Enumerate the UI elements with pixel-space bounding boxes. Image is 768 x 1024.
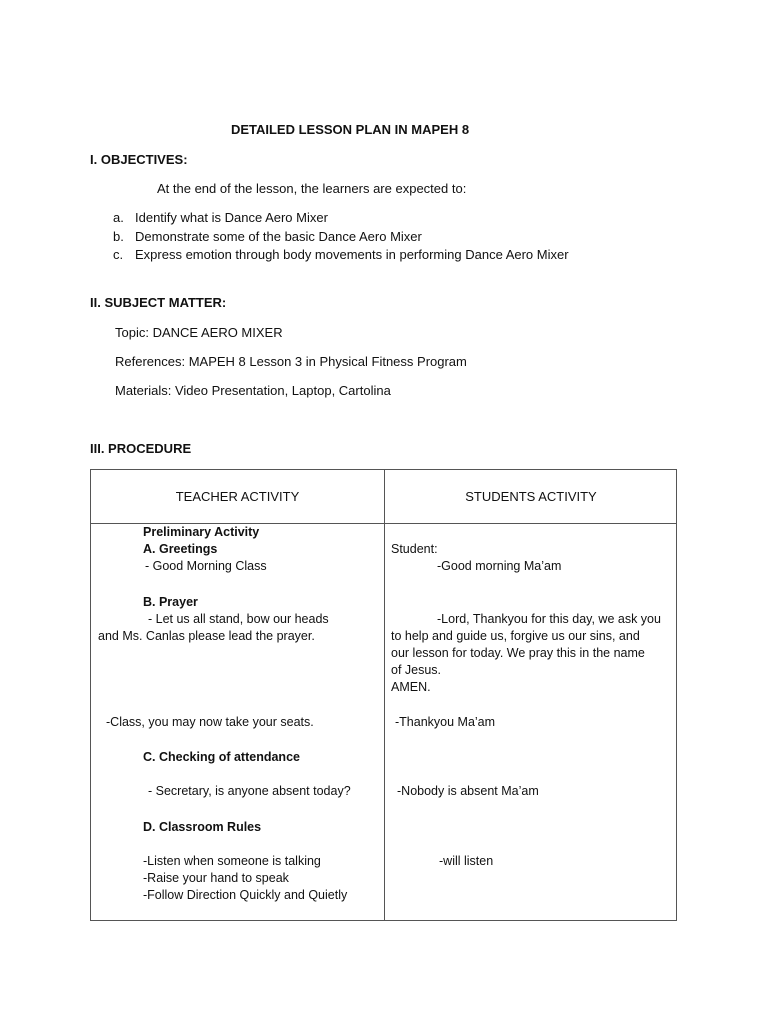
objective-text: Identify what is Dance Aero Mixer [135, 210, 328, 225]
seats-line: -Class, you may now take your seats. [106, 715, 314, 729]
objective-item [113, 247, 569, 262]
greeting-reply: -Good morning Ma’am [437, 559, 562, 573]
prayer-response-line: -Lord, Thankyou for this day, we ask you [437, 612, 661, 626]
prayer-line: and Ms. Canlas please lead the prayer. [98, 629, 315, 643]
references-line: References: MAPEH 8 Lesson 3 in Physical Fitness Program [115, 354, 467, 369]
objective-item [113, 210, 328, 225]
objective-marker: b. [113, 229, 124, 244]
objective-text: Demonstrate some of the basic Dance Aero Mixer [135, 229, 422, 244]
prayer-response-line: of Jesus. [391, 663, 442, 677]
preliminary-activity-heading: Preliminary Activity [143, 525, 260, 539]
rule-item: -Raise your hand to speak [143, 871, 289, 885]
rule-item: -Follow Direction Quickly and Quietly [143, 888, 348, 902]
objectives-intro: At the end of the lesson, the learners are expected to: [157, 181, 467, 196]
objective-marker: c. [113, 247, 124, 262]
objectives-heading: I. OBJECTIVES: [90, 152, 188, 167]
thanks-reply: -Thankyou Ma’am [395, 715, 496, 729]
rule-item: -Listen when someone is talking [143, 854, 321, 868]
prayer-response-line: to help and guide us, forgive us our sins, and [391, 629, 640, 643]
column-divider [384, 470, 385, 920]
student-label: Student: [391, 542, 438, 556]
greetings-line: - Good Morning Class [145, 559, 267, 573]
subject-matter-heading: II. SUBJECT MATTER: [90, 295, 227, 310]
greetings-heading: A. Greetings [143, 542, 218, 556]
attendance-reply: -Nobody is absent Ma’am [397, 784, 539, 798]
prayer-response-line: AMEN. [391, 680, 431, 694]
rules-reply: -will listen [439, 854, 494, 868]
topic-line: Topic: DANCE AERO MIXER [115, 325, 283, 340]
procedure-heading: III. PROCEDURE [90, 441, 192, 456]
prayer-response-line: our lesson for today. We pray this in the name [391, 646, 645, 660]
prayer-line: - Let us all stand, bow our heads [148, 612, 329, 626]
classroom-rules-heading: D. Classroom Rules [143, 820, 262, 834]
objective-item [113, 229, 422, 244]
attendance-heading: C. Checking of attendance [143, 750, 300, 764]
teacher-activity-header: TEACHER ACTIVITY [175, 489, 300, 504]
objective-text: Express emotion through body movements in performing Dance Aero Mixer [135, 247, 569, 262]
prayer-heading: B. Prayer [143, 595, 198, 609]
students-activity-header: STUDENTS ACTIVITY [465, 489, 597, 504]
attendance-line: - Secretary, is anyone absent today? [148, 784, 351, 798]
procedure-table [90, 469, 677, 921]
materials-line: Materials: Video Presentation, Laptop, Cartolina [115, 383, 391, 398]
document-title: DETAILED LESSON PLAN IN MAPEH 8 [230, 122, 470, 137]
objective-marker: a. [113, 210, 124, 225]
